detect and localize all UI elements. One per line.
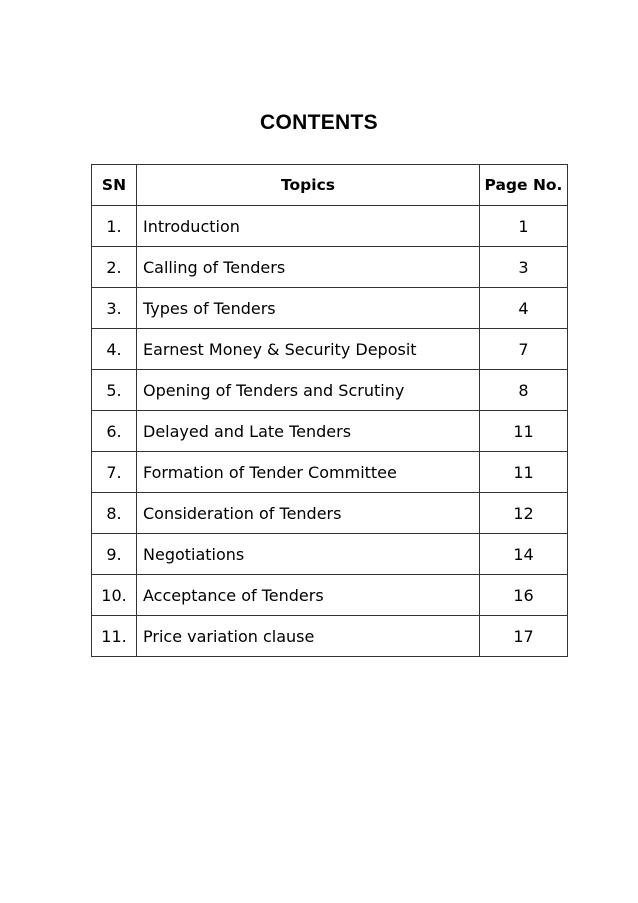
row-page: 1 (480, 206, 568, 247)
row-page: 4 (480, 288, 568, 329)
table-row (92, 411, 568, 452)
row-sn: 3. (92, 288, 137, 329)
page-column-header: Page No. (480, 165, 568, 206)
sn-column-header: SN (92, 165, 137, 206)
table-row (92, 452, 568, 493)
row-sn: 5. (92, 370, 137, 411)
table-row (92, 288, 568, 329)
table-row (92, 493, 568, 534)
table-row (92, 329, 568, 370)
row-sn: 8. (92, 493, 137, 534)
table-row (92, 247, 568, 288)
row-sn: 4. (92, 329, 137, 370)
row-page: 14 (480, 534, 568, 575)
table-row (92, 616, 568, 657)
row-sn: 9. (92, 534, 137, 575)
table-row (92, 370, 568, 411)
row-topic: Negotiations (137, 534, 480, 575)
row-sn: 2. (92, 247, 137, 288)
row-page: 17 (480, 616, 568, 657)
row-page: 16 (480, 575, 568, 616)
topics-column-header: Topics (137, 165, 480, 206)
row-page: 11 (480, 452, 568, 493)
row-topic: Delayed and Late Tenders (137, 411, 480, 452)
row-topic: Price variation clause (137, 616, 480, 657)
table-header-row (92, 165, 568, 206)
row-sn: 7. (92, 452, 137, 493)
row-page: 11 (480, 411, 568, 452)
row-sn: 10. (92, 575, 137, 616)
row-topic: Introduction (137, 206, 480, 247)
contents-table (91, 164, 568, 657)
page-title: CONTENTS (260, 111, 378, 134)
row-sn: 6. (92, 411, 137, 452)
row-topic: Earnest Money & Security Deposit (137, 329, 480, 370)
row-topic: Types of Tenders (137, 288, 480, 329)
row-topic: Consideration of Tenders (137, 493, 480, 534)
table-row (92, 534, 568, 575)
table-row (92, 575, 568, 616)
row-topic: Calling of Tenders (137, 247, 480, 288)
row-page: 8 (480, 370, 568, 411)
row-sn: 1. (92, 206, 137, 247)
row-topic: Formation of Tender Committee (137, 452, 480, 493)
table-row (92, 206, 568, 247)
row-topic: Acceptance of Tenders (137, 575, 480, 616)
row-topic: Opening of Tenders and Scrutiny (137, 370, 480, 411)
row-page: 3 (480, 247, 568, 288)
row-sn: 11. (92, 616, 137, 657)
row-page: 7 (480, 329, 568, 370)
row-page: 12 (480, 493, 568, 534)
